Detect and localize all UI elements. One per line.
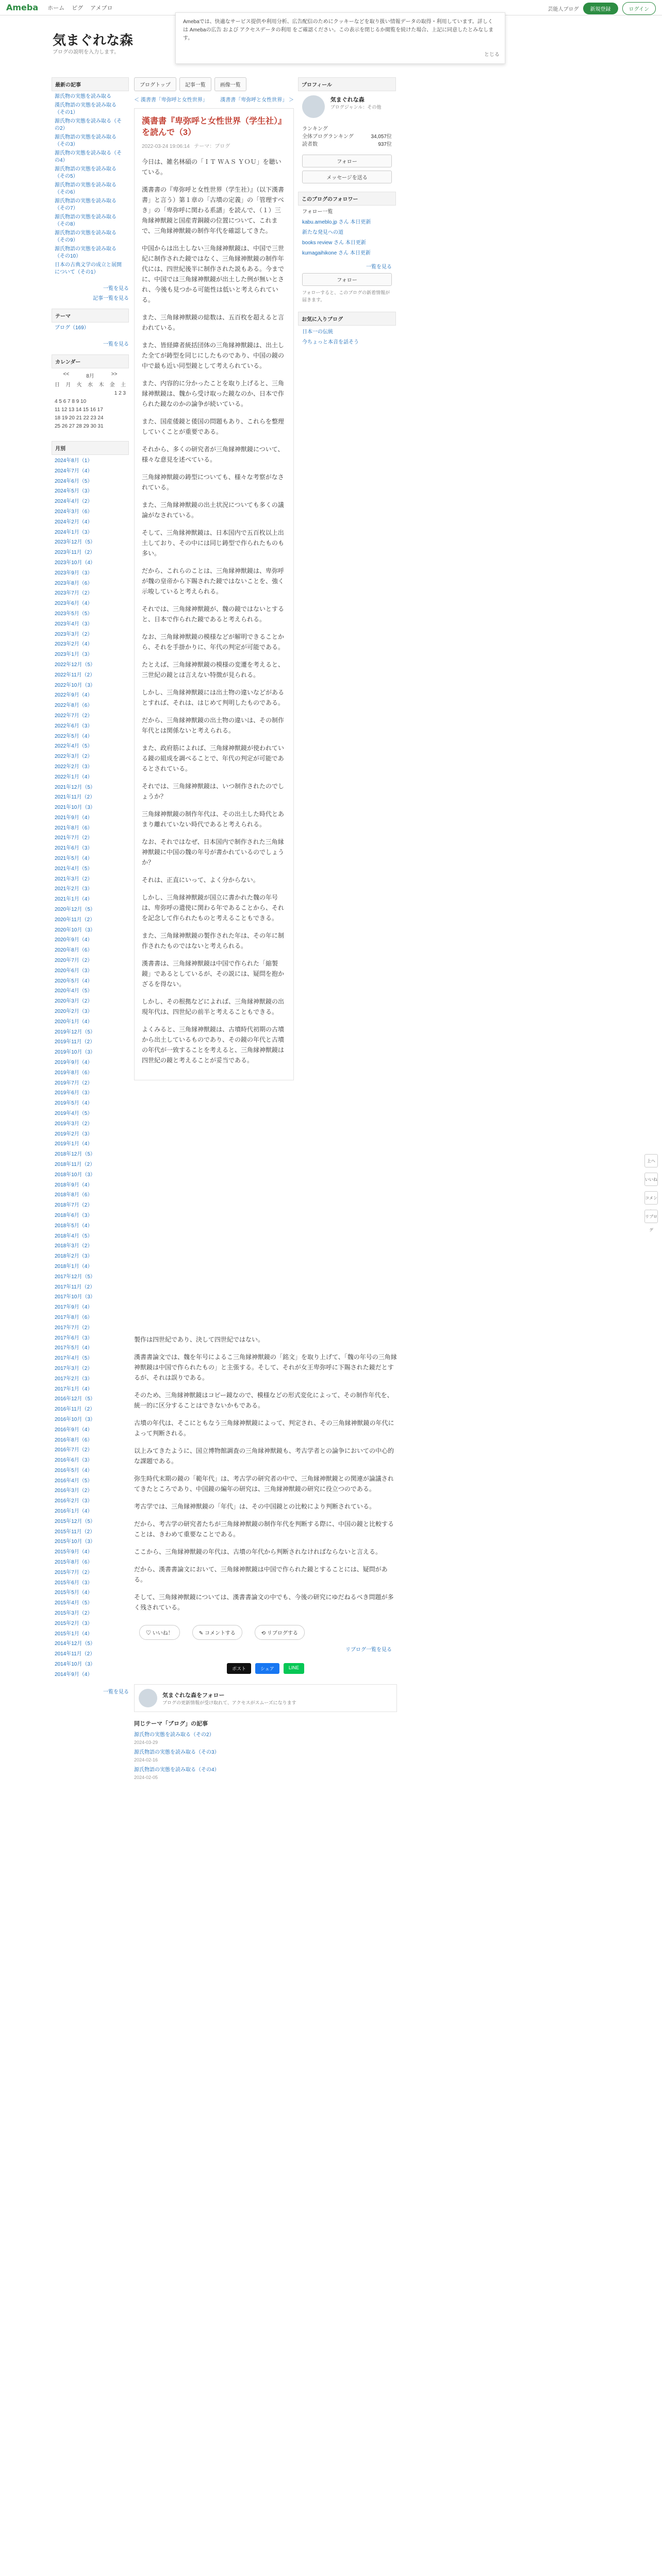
list-item[interactable] [134, 1749, 397, 1764]
archive-month-link[interactable]: 2020年9月（4） [55, 937, 93, 943]
archive-month-link[interactable]: 2018年7月（2） [55, 1202, 93, 1209]
prev-article-link[interactable]: ＜ 漢書書「卑弥呼と女性世界」 [134, 97, 208, 103]
comment-bubble-icon: ✎ [198, 1631, 204, 1636]
article-paragraph: なお、三角縁神獣鏡の模様などが解明できることから、それを手掛かりに、年代の判定が可能である。 [142, 633, 285, 651]
calendar-head: カレンダー [52, 354, 129, 368]
follower-item[interactable]: 新たな発見への道 [302, 230, 343, 235]
archive-month-link[interactable]: 2024年1月（3） [55, 529, 93, 535]
archive-month-link[interactable]: 2022年4月（5） [55, 743, 93, 750]
archive-month-link[interactable]: 2015年9月（4） [55, 1549, 93, 1555]
archive-month-link[interactable]: 2015年3月（2） [55, 1611, 93, 1617]
archive-month-link[interactable]: 2019年8月（6） [55, 1070, 93, 1076]
list-item-title[interactable]: 源氏物語の実態を読み取る（その3） [134, 1750, 220, 1755]
same-theme-head: 同じテーマ「ブログ」の記事 [134, 1721, 208, 1727]
archive-month-link[interactable]: 2024年5月（3） [55, 488, 93, 495]
recent-article-link[interactable]: 源氏物語の実態を読み取る（その9） [55, 230, 117, 243]
archive-month-link[interactable]: 2019年11月（2） [55, 1039, 95, 1045]
theme-list [52, 323, 129, 337]
article-paragraph: たとえば、三角縁神獣鏡の模様の変遷を考えると、三世紀の鏡とは言えない特徴が見られる。 [142, 661, 285, 679]
archive-month-link[interactable]: 2015年6月（3） [55, 1580, 93, 1586]
archive-month-link[interactable]: 2021年4月（5） [55, 866, 93, 872]
message-button[interactable]: メッセージを送る [302, 171, 392, 183]
archive-month-link[interactable]: 2022年2月（3） [55, 764, 93, 770]
article-paragraph: 漢書書は、三角縁神獣鏡は中国で作られた「縮製鏡」であるとしているが、その説には、疑問を抱かざるを得ない。 [142, 960, 285, 988]
reblog-icon[interactable]: リブログ [644, 1210, 658, 1223]
archive-month-link[interactable]: 2016年8月（6） [55, 1437, 93, 1443]
article-paragraph: だから、これらのことは、三角縁神獣鏡は、卑弥呼が魏の皇帝から下賜された鏡ではないことを、強く示唆していると考えられる。 [142, 567, 285, 595]
archive-month-link[interactable]: 2014年11月（2） [55, 1651, 95, 1657]
calendar-week[interactable]: 18 19 20 21 22 23 24 [55, 415, 104, 421]
article-theme[interactable]: テーマ：ブログ [194, 144, 230, 149]
archive-month-link[interactable]: 2019年3月（2） [55, 1121, 93, 1127]
article-paragraph: また、国産倭鏡と倭国の問題もあり、これらを整理していくことが重要である。 [142, 418, 285, 435]
recent-more-link[interactable]: 一覧を見る [103, 286, 129, 292]
archive-month-link[interactable]: 2019年10月（3） [55, 1049, 95, 1056]
reblog-list-link[interactable]: リブログ一覧を見る [345, 1647, 392, 1653]
archive-month-link[interactable]: 2019年9月（4） [55, 1060, 93, 1066]
article-body-continued [134, 1334, 397, 1613]
archive-month-link[interactable]: 2015年11月（2） [55, 1529, 95, 1535]
article-paragraph: 以上みてきたように、国立博物館調査の三角縁神獣鏡も、考古学者との論争においての中心的な課題である。 [134, 1447, 394, 1465]
blog-top-button[interactable]: ブログトップ [134, 77, 176, 91]
archive-month-link[interactable]: 2019年4月（5） [55, 1111, 93, 1116]
archive-month-link[interactable]: 2021年5月（4） [55, 856, 93, 862]
archive-month-link[interactable]: 2023年10月（4） [55, 560, 95, 566]
list-item-date: 2024-02-16 [134, 1757, 158, 1762]
archive-month-link[interactable]: 2022年5月（4） [55, 733, 93, 739]
archive-month-link[interactable]: 2020年10月（3） [55, 927, 95, 933]
archive-month-link[interactable]: 2016年7月（2） [55, 1447, 93, 1453]
archive-month-link[interactable]: 2017年5月（4） [55, 1345, 93, 1351]
article-date: 2022-03-24 19:06:14 [142, 144, 190, 149]
nav-pigg[interactable]: ピグ [72, 5, 84, 11]
profile [298, 91, 396, 122]
blog-description: ブログの説明を入力します。 [53, 49, 120, 55]
article-paragraph: また、三角縁神獣鏡の総数は、五百枚を超えると言われている。 [142, 314, 285, 331]
archive-month-link[interactable]: 2020年5月（4） [55, 978, 93, 984]
scroll-top-icon[interactable]: 上へ [644, 1154, 658, 1167]
article-paragraph: なお、それではなぜ、日本国内で制作された三角縁神獣鏡に中国の魏の年号が書かれているのでしょうか？ [142, 838, 285, 866]
archive-month-link[interactable]: 2017年3月（2） [55, 1365, 93, 1371]
cookie-notice [175, 12, 505, 64]
archive-month-link[interactable]: 2021年7月（2） [55, 835, 93, 841]
archive-month-link[interactable]: 2022年10月（3） [55, 682, 95, 688]
article-paragraph: ここから、三角縁神獣鏡の年代は、古墳の年代から判断されなければならないと言える。 [134, 1548, 382, 1555]
calendar-weekday: 土 [120, 382, 126, 388]
archive-month-link[interactable]: 2015年2月（3） [55, 1620, 93, 1626]
calendar-month: 8月 [86, 374, 94, 379]
archive-month-link[interactable]: 2014年10月（3） [55, 1662, 95, 1668]
archive-month-link[interactable]: 2020年11月（2） [55, 917, 95, 923]
archive-month-link[interactable]: 2023年12月（5） [55, 539, 95, 546]
follower-item[interactable]: books review さん 本日更新 [302, 240, 366, 246]
archive-month-link[interactable]: 2023年1月（3） [55, 652, 93, 658]
archive-month-link[interactable]: 2023年9月（3） [55, 570, 93, 576]
archive-month-link[interactable]: 2017年10月（3） [55, 1294, 95, 1300]
archive-month-link[interactable]: 2015年10月（3） [55, 1539, 95, 1545]
archive-month-link[interactable]: 2014年12月（5） [55, 1641, 95, 1647]
login-button[interactable]: ログイン [622, 2, 656, 15]
archive-month-link[interactable]: 2018年5月（4） [55, 1223, 93, 1229]
right-sidebar [298, 77, 396, 349]
calendar-weekday: 日 [55, 382, 60, 388]
archive-month-link[interactable]: 2019年1月（4） [55, 1141, 93, 1147]
ranking-row: 読者数 937位 [302, 142, 392, 147]
archive-month-link[interactable]: 2019年6月（3） [55, 1090, 93, 1096]
heart-icon: ♡ [146, 1631, 151, 1636]
theme-head: テーマ [52, 309, 129, 323]
list-item[interactable] [134, 1767, 397, 1781]
article-paragraph: それでは、三角縁神獣鏡は、いつ制作されたのでしょうか？ [142, 783, 285, 800]
archive-month-link[interactable]: 2018年12月（5） [55, 1151, 95, 1158]
archive-month-link[interactable]: 2020年6月（3） [55, 968, 93, 974]
article-paragraph: また、政府筋によれば、三角縁神獣鏡が使われている鏡の組成を調べることで、年代の判定が可能であるとされている。 [142, 744, 285, 772]
article-paragraph: だから、漢書書論文において、三角縁神獣鏡は中国で作られた鏡とすることには、疑問がある。 [134, 1566, 388, 1583]
archive-month-link[interactable]: 2017年12月（5） [55, 1274, 95, 1280]
archive-month-link[interactable]: 2022年6月（3） [55, 723, 93, 729]
share-buttons [134, 1663, 397, 1674]
archive-month-link[interactable]: 2014年9月（4） [55, 1671, 93, 1677]
comment-button[interactable]: ✎ コメントする [192, 1625, 242, 1640]
calendar-week[interactable]: 4 5 6 7 8 9 10 [55, 399, 87, 404]
follow-note: フォローすると、このブログの新着情報が届きます。 [302, 290, 390, 302]
recent-article-link[interactable]: 源氏物語の実態を読み取る（その5） [55, 166, 117, 179]
left-sidebar [52, 77, 129, 1695]
calendar-weekdays [55, 381, 126, 389]
archive-month-link[interactable]: 2016年6月（3） [55, 1458, 93, 1464]
celebrity-blog-link[interactable]: 芸能人ブログ [548, 7, 579, 12]
cookie-notice-text: Amebaでは、快適なサービス提供や利用分析、広告配信のためにクッキーなどを取り扱い情報データの取得・利用しています。詳しくは Amebaの広告 および アクセスデータの利用 をご確認ください。この表示を閉じるか閲覧を続けた場合、上記に同意したとみなします。 [183, 19, 494, 41]
archive-month-link[interactable]: 2023年3月（2） [55, 631, 93, 637]
article-paragraph: しかし、三角縁神獣鏡には出土物の違いなどがあるとすれば、それは、はじめて判明したものである。 [142, 689, 285, 706]
article-paragraph: それでは、三角縁神獣鏡が、魏の鏡ではないとすると、日本で作られた鏡であると考えられる。 [142, 605, 285, 623]
archive-month-link[interactable]: 2018年9月（4） [55, 1182, 93, 1188]
calendar-days [55, 389, 126, 431]
reblog-arrows-icon: ⟲ [261, 1631, 266, 1636]
follower-more-link[interactable]: 一覧を見る [366, 264, 392, 270]
image-list-button[interactable]: 画像一覧 [214, 77, 246, 91]
calendar-prev-icon[interactable]: << [63, 371, 70, 377]
article-paragraph: よくみると、三角縁神獣鏡は、古墳時代初期の古墳から出土しているものであり、その鏡の年代と古墳の年代が一致することを考えると、三角縁神獣鏡は四世紀の鏡と考えることが妥当である。 [142, 1026, 285, 1064]
recent-head: 最新の記事 [52, 77, 129, 91]
follower-head: このブログのフォロワー [298, 192, 396, 206]
archive-month-link[interactable]: 2017年8月（6） [55, 1314, 93, 1320]
comment-icon[interactable]: コメン [644, 1191, 658, 1205]
calendar-weekday: 火 [76, 382, 82, 388]
archive-month-link[interactable]: 2017年7月（2） [55, 1325, 93, 1331]
archive-month-link[interactable]: 2018年3月（2） [55, 1243, 93, 1249]
recent-article-link[interactable]: 源氏物語の実態を読み取る（その8） [55, 214, 117, 227]
follow-card [134, 1684, 397, 1712]
archive-month-link[interactable]: 2017年4月（5） [55, 1355, 93, 1362]
archive-list [52, 455, 129, 1685]
article-paragraph: また、三角縁神獣鏡の製作された年は、その年に制作されたものではないと考えられる。 [142, 932, 285, 950]
archive-month-link[interactable]: 2022年9月（4） [55, 692, 93, 699]
archive-month-link[interactable]: 2021年10月（3） [55, 805, 95, 811]
article-paragraph: それは、正直にいって、よく分からない。 [142, 876, 259, 884]
archive-month-link[interactable]: 2021年8月（6） [55, 825, 93, 831]
archive-month-link[interactable]: 2021年2月（3） [55, 886, 93, 892]
favorite-blog-link[interactable]: 今ちょっと本音を話そう [302, 340, 359, 345]
profile-name-text: 気まぐれな森 [330, 97, 365, 103]
archive-month-link[interactable]: 2023年4月（3） [55, 621, 93, 627]
archive-month-link[interactable]: 2018年8月（6） [55, 1192, 93, 1198]
archive-month-link[interactable]: 2015年8月（6） [55, 1560, 93, 1566]
ranking-label: ランキング [302, 126, 328, 132]
archive-month-link[interactable]: 2016年12月（5） [55, 1396, 95, 1402]
archive-month-link[interactable]: 2023年2月（4） [55, 641, 93, 648]
archive-month-link[interactable]: 2023年6月（4） [55, 601, 93, 607]
archive-month-link[interactable]: 2016年2月（3） [55, 1498, 93, 1504]
article-paragraph: 三角縁神獣鏡の鋳型についても、様々な考察がなされている。 [142, 473, 284, 491]
archive-month-link[interactable]: 2020年7月（2） [55, 958, 93, 964]
archive-month-link[interactable]: 2019年5月（4） [55, 1100, 93, 1107]
archive-month-link[interactable]: 2018年2月（3） [55, 1253, 93, 1260]
archive-month-link[interactable]: 2024年8月（1） [55, 458, 93, 464]
archive-month-link[interactable]: 2022年7月（2） [55, 713, 93, 719]
archive-month-link[interactable]: 2020年2月（3） [55, 1009, 93, 1015]
article-paragraph: 中国からは出土しない三角縁神獣鏡は、中国で三世紀に制作された鏡ではなく、三角縁神獣鏡の制作年代には、四世紀後半に制作された説もある。今までに、中国では三角縁神獣鏡が出土した例が無いとされ、今後も見つかる可能性は低いと考えられている。 [142, 245, 285, 303]
archive-month-link[interactable]: 2024年4月（2） [55, 499, 93, 505]
like-icon[interactable]: いいね [644, 1173, 658, 1186]
recent-article-link[interactable]: 源氏物語の実態を読み取る（その3） [55, 134, 117, 147]
article-paragraph: そのため、三角縁神獣鏡はコピー鏡なので、模様などの形式変化によって、その制作年代を、統一的に区分することはできないかもである。 [134, 1392, 393, 1409]
archive-month-link[interactable]: 2017年6月（3） [55, 1335, 93, 1341]
article-list-button[interactable]: 記事一覧 [179, 77, 211, 91]
avatar-small[interactable] [139, 1689, 157, 1707]
archive-month-link[interactable]: 2016年4月（5） [55, 1478, 93, 1484]
archive-month-link[interactable]: 2023年8月（6） [55, 580, 93, 586]
article-paragraph: しかし、三角縁神獣鏡が国立に書かれた魏の年号は、卑弥呼の遣使に関わる年であることから、それを記念して作られたものと考えることもできる。 [142, 894, 285, 922]
archive-month-link[interactable]: 2022年12月（5） [55, 662, 95, 668]
follow-card-note: ブログの更新情報が受け取れて、アクセスがスムーズになります [162, 1700, 296, 1705]
archive-month-link[interactable]: 2021年1月（4） [55, 896, 93, 903]
follower-label: フォロー一覧 [302, 209, 333, 215]
archive-month-link[interactable]: 2023年7月（2） [55, 590, 93, 597]
article-paragraph: また、三角縁神獣鏡の出土状況についても多くの議論がなされている。 [142, 501, 284, 519]
archive-month-link[interactable]: 2020年3月（2） [55, 998, 93, 1005]
article-paragraph: 今日は、雑名林碩の「ＩＴ ＷＡＳ ＹＯＵ」を聴いている。 [142, 158, 282, 176]
archive-month-link[interactable]: 2022年1月（4） [55, 774, 93, 780]
article-actions [139, 1625, 397, 1640]
archive-month-link[interactable]: 2020年8月（6） [55, 947, 93, 954]
list-item-date: 2024-02-05 [134, 1775, 158, 1780]
top-right [548, 2, 656, 15]
archive-month-link[interactable]: 2019年2月（3） [55, 1131, 93, 1137]
theme-more-link[interactable]: 一覧を見る [103, 342, 129, 347]
ameba-logo[interactable]: Ameba [6, 3, 39, 12]
share-line-button[interactable]: LINE [284, 1663, 304, 1674]
recent-article-link[interactable]: 源氏物の実態を読み取る（その4） [55, 150, 122, 163]
recent-article-link[interactable]: 源氏物語の実態を読み取る（その10） [55, 246, 117, 259]
archive-month-link[interactable]: 2016年9月（4） [55, 1427, 93, 1433]
calendar-month-nav [55, 371, 126, 379]
article-paragraph: そして、三角縁神獣鏡については、漢書書論文の中でも、今後の研究にゆだねるべき問題が多く残されている。 [134, 1594, 394, 1611]
article-title[interactable]: 漢書書『卑弥呼と女性世界（学生社）』を読んで（3） [142, 117, 287, 137]
archive-month-link[interactable]: 2017年2月（3） [55, 1376, 93, 1382]
top-nav [47, 4, 112, 12]
nav-home[interactable]: ホーム [47, 5, 65, 11]
archive-head: 月別 [52, 441, 129, 455]
article-paragraph: そして、三角縁神獣鏡は、日本国内で五百枚以上出土しており、その中には同じ鋳型で作られたものも多い。 [142, 529, 285, 557]
archive-month-link[interactable]: 2020年1月（4） [55, 1019, 93, 1025]
avatar[interactable] [302, 95, 325, 118]
archive-month-link[interactable]: 2021年12月（5） [55, 784, 95, 790]
archive-month-link[interactable]: 2021年9月（4） [55, 815, 93, 821]
article-paragraph: 漢書書論文では、魏を年号によるこ三角縁神獣鏡の「銘文」を取り上げて、「魏の年号の三角縁神獣鏡は中国で作られたもの」と主張する。そして、それが女王卑弥呼に下賜された鏡だとするが、それは誤りである。 [134, 1353, 397, 1381]
nav-ameblo[interactable]: アメブロ [90, 5, 113, 11]
archive-month-link[interactable]: 2019年7月（2） [55, 1080, 93, 1086]
archive-month-link[interactable]: 2019年12月（5） [55, 1029, 95, 1035]
article-paragraph: 漢書書の『卑弥呼と女性世界（学生社）』（以下漢書書」と言う）第１章の「古墳の定義」の「管理すべき」の「卑弥呼に関わる系譜」を読んで、（１）三角縁神獣鏡と国産青銅鏡の位置について、これまで、三角縁神獣鏡の制作年代を確認してきた。 [142, 186, 285, 234]
favorite-head: お気に入りブログ [298, 312, 396, 326]
archive-month-link[interactable]: 2021年11月（2） [55, 794, 95, 801]
recent-list [52, 91, 129, 282]
recent-article-link[interactable]: 源氏物の実態を読み取る [55, 94, 111, 99]
follower-item[interactable]: kumagaihikone さん 本日更新 [302, 250, 371, 256]
archive-month-link[interactable]: 2020年4月（5） [55, 988, 93, 994]
favorite-list [298, 326, 396, 349]
recent-article-link[interactable]: 源氏物語の実態を読み取る（その7） [55, 198, 117, 211]
same-theme-list [134, 1719, 397, 1781]
follow-card-name[interactable]: 気まぐれな森をフォロー [162, 1692, 225, 1699]
archive-month-link[interactable]: 2024年7月（4） [55, 468, 93, 474]
floating-actions [644, 1154, 660, 1232]
next-article-link[interactable]: 漢書書「卑弥呼と女性世界」 ＞ [220, 97, 294, 103]
archive-month-link[interactable]: 2017年9月（4） [55, 1304, 93, 1311]
article-meta [142, 142, 286, 149]
profile-name[interactable] [330, 95, 382, 110]
main-buttons [134, 77, 294, 91]
archive-month-link[interactable]: 2016年3月（2） [55, 1488, 93, 1494]
article-paragraph: それから、多くの研究者が三角縁神獣鏡について、様々な意見を述べている。 [142, 446, 284, 463]
recent-article-link[interactable]: 漢氏物語の実態を読み取る（その1） [55, 103, 117, 115]
reblog-button[interactable]: ⟲ リブログする [255, 1625, 305, 1640]
article-paragraph: また、皆経緯者統括団体の三角縁神獣鏡は、出土した全てが鋳型を同じにしたものであり、中国の鏡の中で最も近い同型鏡として考えられている。 [142, 342, 285, 369]
calendar-week[interactable]: 11 12 13 14 15 16 17 [55, 407, 103, 413]
archive-month-link[interactable]: 2021年6月（3） [55, 845, 93, 852]
notice-close-button[interactable]: とじる [484, 52, 500, 58]
archive-month-link[interactable]: 2022年3月（2） [55, 754, 93, 760]
archive-month-link[interactable]: 2015年1月（4） [55, 1631, 93, 1637]
article-paragraph: 考古学では、三角縁神獣鏡の「年代」は、その中国鏡との比較により判断されている。 [134, 1503, 376, 1510]
article-paragraph: 古墳の年代は、そこにともなう三角縁神獣鏡によって、判定され、その三角縁神獣鏡の年代によって判断される。 [134, 1419, 394, 1437]
archive-month-link[interactable]: 2017年1月（4） [55, 1386, 93, 1392]
follow-button-2[interactable]: フォロー [302, 273, 392, 286]
archive-month-link[interactable]: 2018年4月（5） [55, 1233, 93, 1239]
calendar-week[interactable]: 25 26 27 28 29 30 31 [55, 423, 104, 429]
article [134, 108, 294, 1080]
like-button[interactable]: ♡ いいね！ [139, 1625, 180, 1640]
archive-month-link[interactable]: 2016年1月（4） [55, 1509, 93, 1515]
archive-month-link[interactable]: 2024年6月（5） [55, 478, 93, 484]
archive-more-link[interactable]: 一覧を見る [103, 1689, 129, 1695]
profile-head: プロフィール [298, 77, 396, 91]
archive-month-link[interactable]: 2016年11月（2） [55, 1406, 95, 1413]
calendar-weekday: 木 [98, 382, 104, 388]
list-item-title[interactable]: 源氏物語の実態を読み取る（その4） [134, 1767, 220, 1773]
recent-article-link[interactable]: 源氏物の実態を読み取る（その2） [55, 118, 122, 131]
archive-month-link[interactable]: 2018年11月（2） [55, 1161, 95, 1167]
theme-item[interactable]: ブログ（169） [55, 325, 89, 331]
archive-month-link[interactable]: 2016年5月（4） [55, 1467, 93, 1473]
archive-month-link[interactable]: 2015年12月（5） [55, 1518, 95, 1524]
archive-month-link[interactable]: 2024年3月（6） [55, 509, 93, 515]
article-nav [134, 95, 294, 103]
calendar-weekday: 水 [87, 382, 93, 388]
calendar [52, 368, 129, 434]
archive-month-link[interactable]: 2018年10月（3） [55, 1172, 95, 1178]
follower-list [298, 219, 396, 260]
recent-article-link[interactable]: 日本の古典文学の成立と展開について（その1） [55, 262, 122, 275]
favorite-blog-link[interactable]: 日本一の伝統 [302, 329, 333, 335]
share-x-button[interactable]: ポスト [227, 1663, 251, 1674]
blog-title[interactable]: 気まぐれな森 [53, 33, 134, 48]
calendar-next-icon[interactable]: >> [111, 371, 118, 377]
archive-month-link[interactable]: 2022年8月（6） [55, 703, 93, 709]
follower-item[interactable]: kabu.ameblo.jp さん 本日更新 [302, 219, 371, 225]
article-paragraph: 製作は四世紀であり、決して四世紀ではない。 [134, 1336, 264, 1343]
recent-article-link[interactable]: 源氏物語の実態を読み取る（その6） [55, 182, 117, 195]
calendar-weekday: 月 [65, 382, 71, 388]
list-item-date: 2024-03-29 [134, 1740, 158, 1745]
profile-genre: ブログジャンル：その他 [330, 105, 382, 110]
signup-button[interactable]: 新規登録 [583, 3, 618, 14]
main-column [134, 77, 294, 1080]
archive-month-link[interactable]: 2015年4月（5） [55, 1600, 93, 1606]
archive-month-link[interactable]: 2016年10月（3） [55, 1416, 95, 1422]
ranking [298, 122, 396, 151]
archive-month-link[interactable]: 2024年2月（4） [55, 519, 93, 525]
article-paragraph: 弥生時代末期の鏡の「範年代」は、考古学の研究者の中で、三角縁神獣鏡との関連が論議されてきたところであり、中国鏡の編年の研究は、三角縁神獣鏡の研究に役立つのである。 [134, 1475, 394, 1493]
article-paragraph: だから、考古学の研究者たちが三角縁神獣鏡の制作年代を判断する際に、中国の鏡と比較することは、きわめて重要なことである。 [134, 1520, 394, 1538]
archive-month-link[interactable]: 2023年5月（5） [55, 611, 93, 617]
archive-month-link[interactable]: 2020年12月（5） [55, 907, 95, 913]
archive-month-link[interactable]: 2021年3月（2） [55, 876, 93, 882]
article-paragraph: しかし、その根拠などによれば、三角縁神獣鏡の出現年代は、四世紀の前半と考えることもできる。 [142, 998, 285, 1015]
archive-month-link[interactable]: 2022年11月（2） [55, 672, 95, 678]
article-paragraph: だから、三角縁神獣鏡の出土物の違いは、その制作年代とは関係ないと考えられる。 [142, 717, 285, 734]
article-paragraph: また、内容的に分かったことを取り上げると、三角縁神獣鏡は、魏から受け取った鏡なのか、日本で作られた鏡なのかの論争が続いている。 [142, 380, 285, 408]
archive-month-link[interactable]: 2023年11月（2） [55, 550, 95, 556]
calendar-week[interactable]: 1 2 3 [114, 391, 126, 396]
ranking-row: 全体ブログランキング 34,057位 [302, 134, 392, 140]
same-theme-items [134, 1732, 397, 1781]
share-facebook-button[interactable]: シェア [255, 1663, 279, 1674]
list-item[interactable] [134, 1732, 397, 1746]
archive-month-link[interactable]: 2018年1月（4） [55, 1263, 93, 1269]
article-paragraph: 三角縁神獣鏡の制作年代は、その出土した時代とあまり離れていない時代であると考えられる。 [142, 810, 285, 828]
article-continued [134, 1334, 397, 1784]
follow-button[interactable]: フォロー [302, 155, 392, 167]
archive-month-link[interactable]: 2018年6月（3） [55, 1212, 93, 1218]
list-item-title[interactable]: 源氏物の実態を読み取る（その2） [134, 1732, 214, 1738]
article-body [142, 157, 286, 1065]
calendar-weekday: 金 [109, 382, 115, 388]
archive-month-link[interactable]: 2015年5月（4） [55, 1590, 93, 1596]
archive-month-link[interactable]: 2015年7月（2） [55, 1569, 93, 1575]
archive-month-link[interactable]: 2017年11月（2） [55, 1284, 95, 1290]
recent-more-link-2[interactable]: 記事一覧を見る [93, 296, 129, 301]
